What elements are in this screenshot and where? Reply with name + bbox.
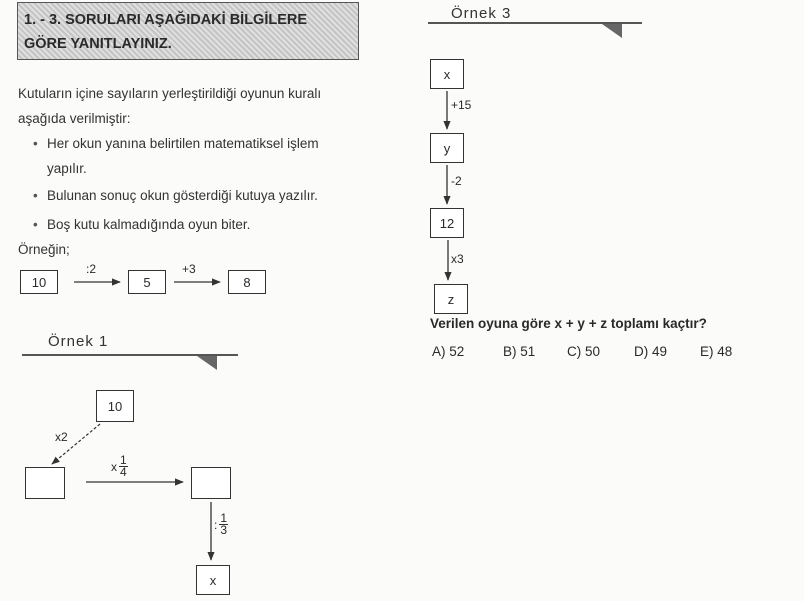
ornek3-op-2: -2 xyxy=(451,174,462,188)
bullet-icon: • xyxy=(33,217,38,232)
intro-line-2: aşağıda verilmiştir: xyxy=(18,111,131,126)
question-text: Verilen oyuna göre x + y + z toplamı kaçtır? xyxy=(430,316,707,331)
option-e: E) 48 xyxy=(700,344,733,359)
ornek1-bottom-box: x xyxy=(196,565,230,595)
bullet-2: • Bulunan sonuç okun gösterdiği kutuya yazılır. xyxy=(33,188,318,203)
ornek1-op-mid: x 1 4 xyxy=(111,453,127,479)
option-b: B) 51 xyxy=(503,344,536,359)
option-c: C) 50 xyxy=(567,344,601,359)
bullet-1-cont: yapılır. xyxy=(47,161,87,176)
example-box-1: 10 xyxy=(20,270,58,294)
ornek3-box-3: 12 xyxy=(430,208,464,238)
ornek3-box-1: x xyxy=(430,59,464,89)
example-box-2: 5 xyxy=(128,270,166,294)
example-box-3: 8 xyxy=(228,270,266,294)
bullet-1: • Her okun yanına belirtilen matematiksel işlem xyxy=(33,136,319,151)
ornek3-op-1: +15 xyxy=(451,98,472,112)
ornek1-op-left: x2 xyxy=(55,430,68,444)
ornek1-top-box: 10 xyxy=(96,390,134,422)
ornek1-title: Örnek 1 xyxy=(48,333,109,350)
example-op-2: +3 xyxy=(182,262,196,276)
bullet-icon: • xyxy=(33,188,38,203)
ornek3-op-3: x3 xyxy=(451,252,464,266)
option-d: D) 49 xyxy=(634,344,668,359)
bullet-3: • Boş kutu kalmadığında oyun biter. xyxy=(33,217,251,232)
header-line-1: 1. - 3. SORULARI AŞAĞIDAKİ BİLGİLERE xyxy=(24,12,308,28)
example-label: Örneğin; xyxy=(18,242,70,257)
ornek3-box-4: z xyxy=(434,284,468,314)
ornek1-arrow-diag xyxy=(52,424,100,464)
intro-line-1: Kutuların içine sayıların yerleştirildiği oyunun kuralı xyxy=(18,86,322,101)
ornek3-box-2: y xyxy=(430,133,464,163)
option-a: A) 52 xyxy=(432,344,465,359)
bullet-icon: • xyxy=(33,136,38,151)
example-op-1: :2 xyxy=(86,262,97,276)
ornek1-op-down: : 1 3 xyxy=(214,511,228,537)
ornek3-title: Örnek 3 xyxy=(451,5,512,22)
header-line-2: GÖRE YANITLAYINIZ. xyxy=(24,36,172,52)
